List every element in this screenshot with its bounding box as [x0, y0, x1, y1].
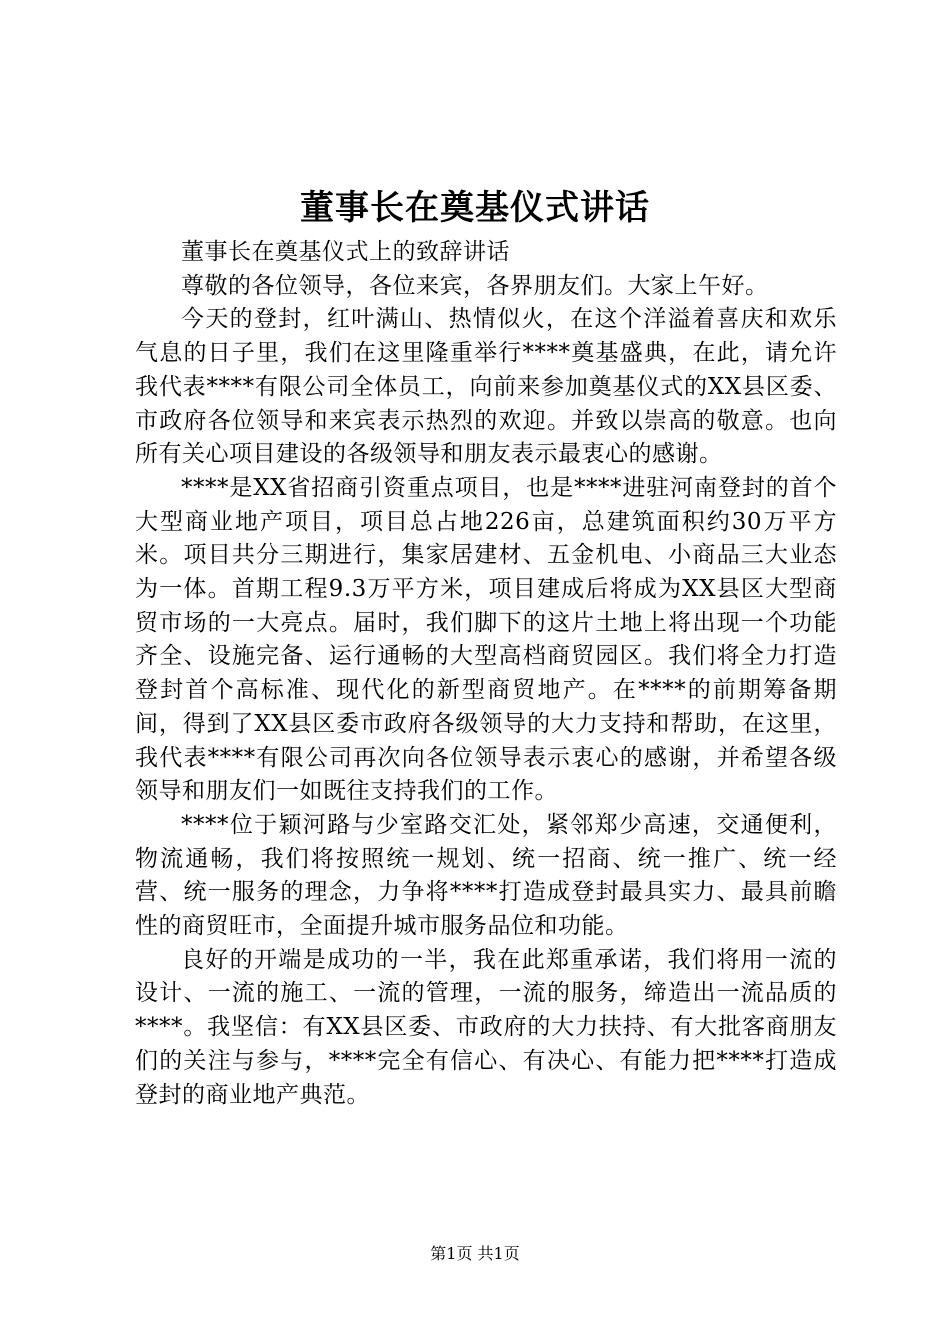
closing-paragraph: 良好的开端是成功的一半，我在此郑重承诺，我们将用一流的设计、一流的施工、一流的管理，一流的服务，缔造出一流品质的****。我坚信：有XX县区委、市政府的大力扶持、有大批客商朋友们的关注与参与，****完全有信心、有决心、有能力把****打造成登封的商业地产典范。 — [135, 946, 837, 1108]
document-title: 董事长在奠基仪式讲话 — [300, 188, 650, 228]
location-paragraph: ****位于颖河路与少室路交汇处，紧邻郑少高速，交通便利，物流通畅，我们将按照统一规划、统一招商、统一推广、统一经营、统一服务的理念，力争将****打造成登封最具实力、最具前瞻性的商贸旺市，全面提升城市服务品位和功能。 — [135, 811, 837, 940]
document-body — [135, 236, 837, 1112]
welcome-paragraph: 今天的登封，红叶满山、热情似火，在这个洋溢着喜庆和欢乐气息的日子里，我们在这里隆重举行****奠基盛典，在此，请允许我代表****有限公司全体员工，向前来参加奠基仪式的XX县区委、市政府各位领导和来宾表示热烈的欢迎。并致以崇高的敬意。也向所有关心项目建设的各级领导和朋友表示最衷心的感谢。 — [135, 306, 837, 468]
subtitle-paragraph: 董事长在奠基仪式上的致辞讲话 — [181, 239, 510, 265]
page-number-footer: 第1页 共1页 — [430, 1244, 520, 1263]
greeting-paragraph: 尊敬的各位领导，各位来宾，各界朋友们。大家上午好。 — [181, 272, 769, 299]
project-overview-paragraph: ****是XX省招商引资重点项目，也是****进驻河南登封的首个大型商业地产项目，项目总占地226亩，总建筑面积约30万平方米。项目共分三期进行，集家居建材、五金机电、小商品三大业态为一体。首期工程9.3万平方米，项目建成后将成为XX县区大型商贸市场的一大亮点。届时，我们脚下的这片土地上将出现一个功能齐全、设施完备、运行通畅的大型高档商贸园区。我们将全力打造登封首个高标准、现代化的新型商贸地产。在****的前期筹备期间，得到了XX县区委市政府各级领导的大力支持和帮助，在这里，我代表****有限公司再次向各位领导表示衷心的感谢，并希望各级领导和朋友们一如既往支持我们的工作。 — [135, 474, 837, 805]
